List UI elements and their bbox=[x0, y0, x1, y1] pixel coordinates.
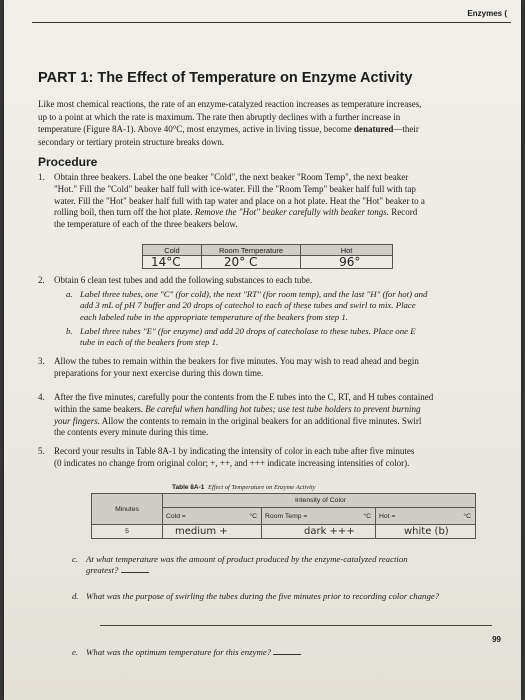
room-column-label: Room Temp = bbox=[265, 512, 308, 520]
room-intensity-value[interactable]: dark +++ bbox=[262, 525, 376, 539]
procedure-heading: Procedure bbox=[38, 155, 98, 169]
question-e-letter: e. bbox=[72, 647, 79, 657]
step-2b-line-2: tube in each of the beakers from step 1. bbox=[80, 337, 219, 348]
step-1-number: 1. bbox=[38, 172, 45, 182]
header-rule bbox=[32, 22, 511, 23]
question-e-answer-blank[interactable] bbox=[273, 654, 301, 655]
step-1-line-4 bbox=[54, 207, 498, 219]
intro-line-3 bbox=[38, 123, 488, 136]
cold-intensity-value[interactable]: medium + bbox=[163, 525, 262, 539]
step-4-caution: Be careful when handling hot tubes; use test tube holders to prevent burning bbox=[145, 403, 421, 414]
step-5-number: 5. bbox=[38, 446, 45, 456]
hot-column-label: Hot = bbox=[379, 512, 396, 520]
beaker-temperature-table bbox=[142, 244, 393, 269]
hot-temperature-value[interactable]: 96° bbox=[301, 256, 393, 269]
step-2a-line-1: Label three tubes, one "C" (for cold), the next "RT" (for room temp), and the last "H" (for hot) and bbox=[80, 289, 428, 299]
question-c-line-2-text: greatest? bbox=[86, 565, 119, 575]
textbook-page bbox=[4, 0, 521, 700]
step-4-line-2 bbox=[54, 404, 498, 416]
step-2-text: Obtain 6 clean test tubes and add the following substances to each tube. bbox=[54, 275, 313, 285]
step-4 bbox=[38, 392, 498, 439]
intro-line-2: up to a point at which the rate is maximum. The rate then abruptly declines with a further increase in bbox=[38, 111, 401, 122]
step-4-line-4: the contents every minute during this time. bbox=[54, 427, 209, 438]
table-caption-label: Table 8A-1 bbox=[172, 484, 205, 491]
denatured-term: denatured bbox=[354, 124, 394, 135]
cold-header: Cold bbox=[143, 245, 202, 256]
step-2-number: 2. bbox=[38, 275, 45, 285]
step-1-line-1: Obtain three beakers. Label the one beaker "Cold", the next beaker "Room Temp", the next beaker bbox=[54, 172, 409, 182]
question-e-text: What was the optimum temperature for this enzyme? bbox=[86, 647, 272, 657]
step-2a-letter: a. bbox=[66, 289, 73, 299]
cold-column-label: Cold = bbox=[166, 512, 186, 520]
step-1-line-5: the temperature of each of the three beakers below. bbox=[54, 219, 238, 230]
step-5 bbox=[38, 446, 498, 470]
cold-unit: °C bbox=[249, 512, 257, 520]
hot-header: Hot bbox=[301, 245, 393, 256]
room-column-header bbox=[262, 508, 376, 525]
step-2a-line-2: add 3 mL of pH 7 buffer and 20 drops of catechol to each of these tubes and swirl to mix. Place bbox=[80, 300, 416, 311]
intro-line-4: secondary or tertiary protein structure breaks down. bbox=[38, 136, 225, 147]
question-d bbox=[72, 591, 492, 602]
step-1-caution: Remove the "Hot" beaker carefully with beaker tongs. bbox=[194, 207, 389, 218]
room-temperature-header: Room Temperature bbox=[201, 245, 300, 256]
hot-intensity-value[interactable]: white (b) bbox=[376, 525, 476, 539]
step-1-line-2: "Hot." Fill the "Cold" beaker half full with ice-water. Fill the "Room Temp" beaker half full with tap bbox=[54, 183, 416, 194]
table-caption bbox=[172, 484, 316, 491]
page-number: 99 bbox=[492, 635, 501, 644]
running-head: Enzymes ( bbox=[467, 9, 507, 18]
page-title: PART 1: The Effect of Temperature on Enzyme Activity bbox=[38, 70, 413, 86]
question-c-line-1: At what temperature was the amount of product produced by the enzyme-catalyzed reaction bbox=[86, 554, 408, 564]
step-5-line-1: Record your results in Table 8A-1 by indicating the intensity of color in each tube after five minutes bbox=[54, 446, 415, 456]
question-c-line-2 bbox=[86, 565, 492, 576]
step-4-line-3-text: Allow the contents to remain in the original beakers for an additional five minutes. Swirl bbox=[100, 415, 422, 426]
question-c-answer-blank[interactable] bbox=[121, 572, 149, 573]
step-2 bbox=[38, 275, 498, 287]
minutes-header: Minutes bbox=[92, 494, 163, 525]
minutes-value: 5 bbox=[92, 525, 163, 539]
step-1-line-4-text: rolling boil, then turn off the hot plate. bbox=[54, 207, 195, 218]
step-3-line-1: Allow the tubes to remain within the beakers for five minutes. You may wish to read ahead and begin bbox=[54, 356, 419, 366]
step-2b bbox=[66, 326, 496, 349]
question-d-text: What was the purpose of swirling the tubes during the five minutes prior to recording color change? bbox=[86, 591, 440, 601]
question-e bbox=[72, 647, 492, 658]
room-temperature-value[interactable]: 20° C bbox=[201, 256, 300, 269]
step-3-line-2: preparations for your next exercise during this down time. bbox=[54, 367, 264, 378]
step-5-line-2: (0 indicates no change from original color; +, ++, and +++ indicate increasing intensities of color). bbox=[54, 457, 410, 468]
step-2b-line-1: Label three tubes "E" (for enzyme) and add 20 drops of catecholase to these tubes. Place one E bbox=[80, 326, 416, 336]
step-4-line-2-text: within the same beakers. bbox=[54, 403, 146, 414]
step-2a-line-3: each labeled tube in the appropriate temperature of the beakers from step 1. bbox=[80, 311, 349, 322]
intro-paragraph bbox=[38, 98, 488, 148]
intro-line-3-end: —their bbox=[393, 124, 419, 135]
step-1 bbox=[38, 172, 498, 231]
step-2a bbox=[66, 289, 496, 323]
question-c-letter: c. bbox=[72, 554, 79, 564]
step-2b-letter: b. bbox=[66, 326, 73, 336]
step-4-number: 4. bbox=[38, 392, 45, 402]
hot-column-header bbox=[376, 508, 476, 525]
intro-line-3-text: temperature (Figure 8A-1). Above 40°C, most enzymes, active in living tissue, become bbox=[38, 124, 355, 135]
hot-unit: °C bbox=[463, 512, 471, 520]
question-d-letter: d. bbox=[72, 591, 79, 601]
step-1-line-4-end: Record bbox=[388, 207, 418, 218]
results-table bbox=[91, 493, 476, 539]
table-caption-title: Effect of Temperature on Enzyme Activity bbox=[208, 484, 316, 491]
question-d-answer-line[interactable] bbox=[100, 625, 492, 626]
step-3-number: 3. bbox=[38, 356, 45, 366]
step-4-line-1: After the five minutes, carefully pour the contents from the E tubes into the C, RT, and H tubes contained bbox=[54, 392, 434, 402]
cold-temperature-value[interactable]: 14°C bbox=[143, 256, 202, 269]
intensity-header: Intensity of Color bbox=[163, 494, 476, 508]
room-unit: °C bbox=[363, 512, 371, 520]
intro-line-1: Like most chemical reactions, the rate of an enzyme-catalyzed reaction increases as temperature increases, bbox=[38, 99, 422, 109]
step-4-line-3 bbox=[54, 416, 498, 428]
step-4-caution-end: your fingers. bbox=[54, 415, 100, 426]
question-c bbox=[72, 554, 492, 576]
step-3 bbox=[38, 356, 498, 380]
step-1-line-3: water. Fill the "Hot" beaker half full with tap water and place on a hot plate. Heat the "Hot" beaker to a bbox=[54, 195, 425, 206]
cold-column-header bbox=[163, 508, 262, 525]
